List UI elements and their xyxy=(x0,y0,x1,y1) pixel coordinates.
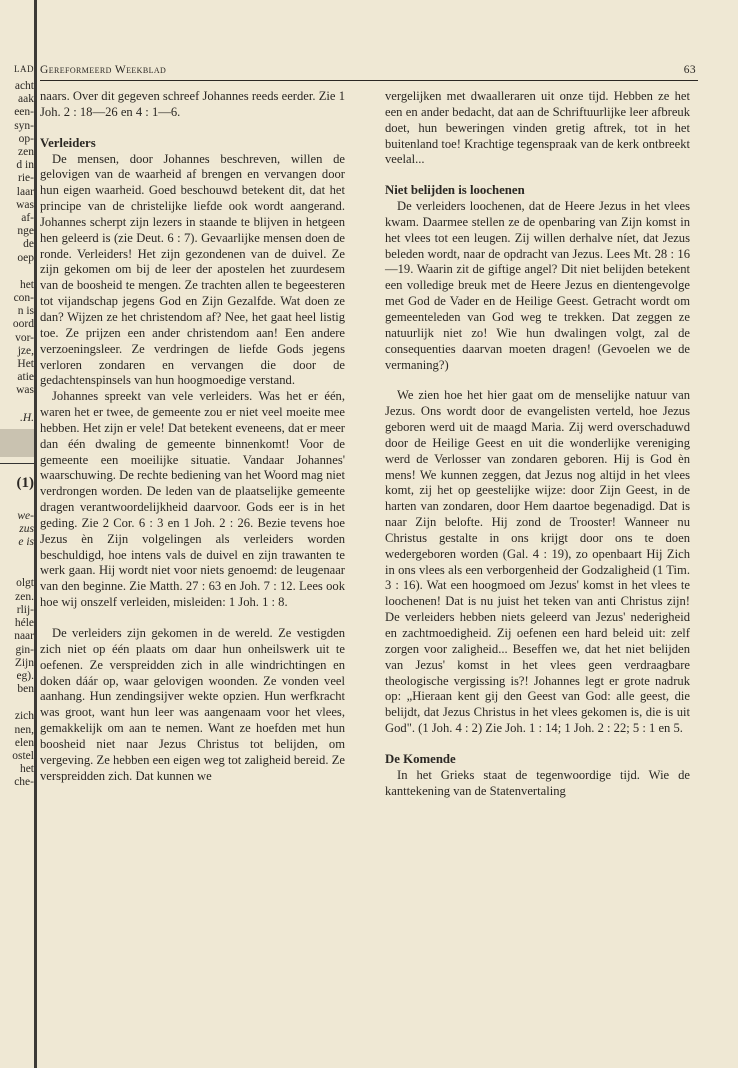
paragraph: Johannes spreekt van vele verleiders. Was het er één, waren het er twee, de gemeente zou er niet veel moeite mee hebben. Het zijn er vele! Dat betekent eveneens, dat er meer dan één dwaling de gemeente binnenkomt! Voor de gemeente een moeilijke situatie. Vandaar Johannes' waarschuwing. De rechte bediening van het Woord mag niet verdrongen worden. De leden van de plaatselijke gemeente dragen verantwoordelijkheid daarvoor. Gods eer is in het geding. Zie 2 Cor. 6 : 3 en 1 Joh. 2 : 26. Bezie tevens hoe Jezus èn Zijn volgelingen als verleiders worden beschuldigd, hoe intens vals de duivel en zijn trawanten te werk gaan. Hij wordt niet voor niets genoemd: de leugenaar van den beginne. Zie Matth. 27 : 63 en Joh. 7 : 12. Lees ook hoe wij onszelf verleiden, misleiden: 1 Joh. 1 : 8. xyxy=(40,389,345,610)
previous-page-header: LAD xyxy=(14,64,34,74)
previous-page-line: zen. xyxy=(15,590,34,603)
previous-page-line: was xyxy=(16,384,34,397)
paragraph: De mensen, door Johannes beschreven, willen de gelovigen van de waarheid af brengen en vervangen door hun eigen waarheid. Goed beschouwd betekent dit, dat het principe van de christelijke liefde ook wordt aangerand. Johannes scherpt zijn lezers in staande te blijven in hetgeen hen geleerd is (zie Deut. 6 : 7). Gevaarlijke mensen doen de ronde. Verleiders! Het zijn gezondenen van de duivel. Ze zijn gekomen om bij de leer der apostelen het zuurdesem van de boosheid te mengen. Ze trachten allen te begeesteren tot vijandschap jegens God en Zijn Gezalfde. Wat doen ze dan? Wijzen ze het christendom af? Nee, het gaat heel listig toe. Ze prijzen een ander christendom aan! Een andere verzoeningsleer. Ze verdringen de liefde Gods jegens verloren zondaren en vervangen die door de gedachtenspinsels van hun hoogmoedige verstand. xyxy=(40,151,345,388)
previous-page-lines-e xyxy=(0,710,34,789)
previous-page-lines-d xyxy=(0,577,34,696)
previous-page-line: rie- xyxy=(18,172,34,185)
heading-verleiders: Verleiders xyxy=(40,135,96,150)
paragraph: De verleiders zijn gekomen in de wereld. Ze vestigden zich niet op één plaats om daar hun onheilswerk uit te oefenen. Ze verspreidden zich in alle windrichtingen en doken dáár op, waar gelovigen woonden. Ze vonden veel aanhang. Hun zendingsijver wekte opzien. Hun werfkracht was groot, want hun leer was aangenaam voor het vlees, gemakkelijk om aan te nemen. Want ze hoefden met hun boosheid niet naar Jezus Christus tot belijden, om vergeving. Ze hebben een eigen weg tot zaligheid bereid. Ze verspreidden zich. Dat kunnen we xyxy=(40,626,345,783)
previous-page-line: acht xyxy=(14,80,34,92)
previous-page-line: vor- xyxy=(15,331,34,344)
right-intro: vergelijken met dwaalleraren uit onze tijd. Hebben ze het een en ander bedacht, dat aan de Schriftuurlijke leer afbreuk doet, hun beweringen vinden gretig aftrek, tot in het buitenland toe! Krachtige tegenspraak van de kerk ontbreekt veelal... xyxy=(385,89,690,167)
previous-page-line: jze, xyxy=(17,344,34,357)
previous-page-line: atie xyxy=(17,371,34,384)
previous-page-line: gin- xyxy=(15,643,34,656)
left-column xyxy=(40,89,345,784)
previous-page-line: het xyxy=(19,278,34,291)
previous-page-line: zich xyxy=(14,710,34,723)
previous-page-line: elen xyxy=(14,736,34,749)
previous-page-line: e is xyxy=(18,536,34,549)
paragraph: We zien hoe het hier gaat om de menselijke natuur van Jezus. Ons wordt door de evangelisten verteld, hoe Jezus geboren werd uit de maagd Maria. Zij werd overschaduwd door de Heilige Geest en uit die wonderlijke vereniging werd de Verlosser van zondaren geboren. Hij is God èn mens! We kunnen zeggen, dat Jezus nog altijd in het vlees komt, zij het op geestelijke wijze: door Zijn Geest, in de harten van zondaren, door Hem daartoe begenadigd. Dat is naar Zijn belofte. Hij zond de Trooster! Wanneer nu Christus gestalte in ons krijgt door ons te doen wedergeboren worden (Gal. 4 : 19), zo openbaart Hij Zich in ons vlees als een verborgenheid der Godzaligheid (1 Tim. 3 : 16). Wat een hoogmoed om Jezus' komst in het vlees te loochenen! Dat is nu juist het teken van anti Christus zijn! De verleiders hebben niets geleerd van Jezus' nederigheid en zachtmoedigheid. Zij oefenen een hard beleid uit: zelf zorgen voor zaligheid... Beseffen we, dat het niet belijden van Jezus' komst in het vlees geen verdraagbare theologische vergissing is?! Johannes legt er grote nadruk op: „Hieraan kent gij den Geest van God: alle geest, die belijdt, dat Jezus Christus in het vlees gekomen is, die is uit God". (1 Joh. 4 : 2) Zie Joh. 1 : 14; 1 Joh. 2 : 22; 5 : 1 en 5. xyxy=(385,388,690,736)
left-intro: naars. Over dit gegeven schreef Johannes reeds eerder. Zie 1 Joh. 2 : 18—26 en 4 : 1—6. xyxy=(40,89,345,119)
previous-page-heading-fragment: (1) xyxy=(16,474,34,491)
previous-page-line: ben xyxy=(17,683,34,696)
previous-page-line: we- xyxy=(17,509,34,522)
right-column xyxy=(385,89,690,799)
journal-title: Gereformeerd Weekblad xyxy=(40,64,167,76)
previous-page-line: héle xyxy=(14,617,34,630)
running-header xyxy=(40,58,698,81)
previous-page-fragment xyxy=(0,58,34,1018)
previous-page-initials: .H. xyxy=(19,411,34,424)
previous-page-line: ostel xyxy=(12,749,34,762)
previous-page-line: zen xyxy=(18,146,34,159)
previous-page-line: rlij- xyxy=(16,603,34,616)
previous-page-line: nen, xyxy=(14,723,34,736)
previous-page-line: de xyxy=(23,238,34,251)
previous-page-line: oord xyxy=(12,318,34,331)
previous-page-lines-b xyxy=(0,279,34,398)
page-binding xyxy=(34,0,37,1068)
previous-page-line: con- xyxy=(13,292,34,305)
previous-page-gray-box xyxy=(0,429,34,457)
previous-page-line: Zijn xyxy=(14,656,34,669)
previous-page-line: n is xyxy=(17,305,34,318)
previous-page-line: oep xyxy=(17,251,34,264)
previous-page-line: nge xyxy=(17,225,34,238)
page-number: 63 xyxy=(683,64,696,76)
previous-page-line: laar xyxy=(16,185,34,198)
previous-page-lines-c xyxy=(0,510,34,550)
previous-page-line: che- xyxy=(14,776,34,789)
previous-page-line: olgt xyxy=(16,577,34,590)
paragraph: De verleiders loochenen, dat de Heere Jezus in het vlees kwam. Daarmee stellen ze de openbaring van Zijn komst in het vlees tot een leugen. Zij willen derhalve níet, dat Jezus beleden wordt, naar de opdracht van Jezus. Lees Mt. 28 : 16—19. Waarin zit de giftige angel? Dit niet belijden betekent een volledige breuk met de Heere Jezus en dientengevolge met God de Vader en de Heilige Geest. Getracht wordt om gemeenteleden van God weg te trekken. Dat zeggen ze natuurlijk niet zo! Wie hun dwalingen volgt, zal de consequenties daarvan moeten dragen! (Gevoelen we de vermaning?) xyxy=(385,199,690,372)
previous-page-line: d in xyxy=(16,159,34,172)
previous-page-line: syn- xyxy=(14,119,34,132)
previous-page-line: het xyxy=(19,763,34,776)
magazine-page xyxy=(40,58,698,798)
paragraph: In het Grieks staat de tegenwoordige tijd. Wie de kanttekening van de Statenvertaling xyxy=(385,767,690,798)
previous-page-lines-a xyxy=(0,80,34,265)
previous-page-line: op- xyxy=(18,132,34,145)
previous-page-line: af- xyxy=(21,212,34,225)
previous-page-line: eg). xyxy=(16,669,34,682)
previous-page-line: was xyxy=(16,198,34,211)
previous-page-line: een- xyxy=(14,106,34,119)
previous-page-line: aak xyxy=(18,93,34,106)
previous-page-line: Het xyxy=(17,358,34,371)
previous-page-line: naar xyxy=(14,630,34,643)
previous-page-line: zus xyxy=(19,523,34,536)
heading-niet-belijden: Niet belijden is loochenen xyxy=(385,183,525,198)
heading-de-komende: De Komende xyxy=(385,751,456,766)
